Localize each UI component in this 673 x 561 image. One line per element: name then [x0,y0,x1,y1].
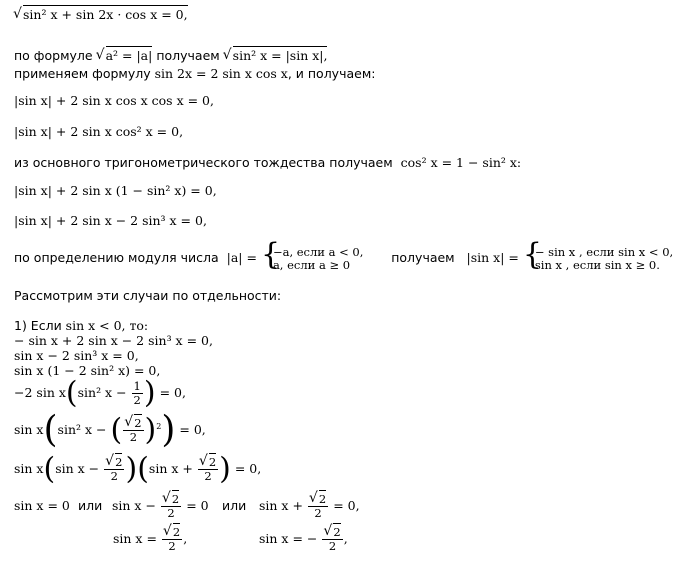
condition-sin-negative: sin x < 0, то: [65,318,149,333]
term-sin2x-minus: sin² x − [77,385,127,400]
factor-sinx: sin x [14,422,44,437]
cases-abs-a [261,246,363,272]
paren-open-inner: ( [110,412,123,448]
identity-line [14,155,521,171]
sqrt-sin-squared [224,48,328,64]
sqrt-symbol [14,7,188,23]
equals-zero: = 0, [179,422,206,437]
fraction-denominator: 2 [167,506,175,520]
fraction-denominator: 2 [314,506,322,520]
text-ili-2: или [222,498,247,513]
fraction-sqrt2-over-2 [123,417,143,444]
modulus-definition-line [14,243,673,273]
abs-a-equals: |a| = [226,250,257,265]
sqrt-radicand: 2 [115,455,123,469]
formula-abs-sin: sin² x = |sin x|, [232,48,328,63]
case-a-nonnegative: a, если a ≥ 0 [272,257,351,272]
fraction-denominator: 2 [168,539,176,553]
sqrt-radicand: 2 [171,492,180,506]
sqrt-symbol [125,417,141,430]
solution-sinx-negative [259,524,348,554]
paren-open: ( [65,375,78,411]
equation-original [14,7,188,23]
sinx-equals: sin x = [113,531,157,546]
text-esli: 1) Если [14,318,62,333]
text-poluchaem-2: получаем [391,250,455,265]
paren-close: ) [219,451,231,487]
case-sin-nonnegative: sin x , если sin x ≥ 0. [534,257,660,272]
result-sinx-zero [14,491,70,521]
text-i-poluchaem: , и получаем: [287,66,376,81]
equals-zero: = 0, [234,461,262,476]
equation-step-4: |sin x| + 2 sin x − 2 sin³ x = 0, [14,213,207,228]
case1-step-5 [14,410,206,451]
case1-condition [14,318,148,334]
fraction-sqrt2-over-2 [162,526,182,553]
case1-step-6 [14,452,261,487]
sqrt-symbol [106,456,122,469]
case1-step-1: − sin x + 2 sin x − 2 sin³ x = 0, [14,333,213,348]
term-sinx-minus: sin x − [112,498,156,513]
equals-zero: = 0, [159,385,186,400]
comma: , [183,531,188,546]
formula-double-angle-line [14,66,375,82]
abs-sin-equals: |sin x| = [466,250,519,265]
term-sinx-minus: sin x − [55,461,100,476]
factor-sinx: sin x [14,461,44,476]
case-a-negative: { −a, если a < 0, [272,244,364,259]
fraction-sqrt2-over-2 [308,493,328,520]
factor-minus-2sinx: −2 sin x [14,385,66,400]
solution-sinx-zero: sin x = 0 [14,498,70,513]
fraction-one-half [132,380,143,407]
paren-close: ) [161,409,176,451]
case-sin-negative: { − sin x , если sin x < 0, [534,244,673,259]
formula-sqrt-line [14,48,327,64]
cases-heading: Рассмотрим эти случаи по отдельности: [14,288,282,303]
equals-zero: = 0, [333,498,360,513]
formula-a-abs: a² = |a| [105,48,153,63]
text-identity: из основного тригонометрического тождества получаем [14,155,393,170]
case1-step-4 [14,375,186,411]
fraction-sqrt2-over-2 [104,456,124,483]
formula-identity: cos² x = 1 − sin² x: [400,155,522,170]
exponent-two: 2 [156,422,162,431]
text-primenyaem: применяем формулу [14,66,151,81]
sqrt-symbol [324,526,340,539]
fraction-denominator: 2 [133,393,141,407]
text-poluchaem: получаем [156,48,220,63]
case1-step-2: sin x − 2 sin³ x = 0, [14,348,139,363]
sqrt-symbol [163,493,179,506]
fraction-denominator: 2 [204,469,212,483]
sqrt-radicand: 2 [333,525,341,539]
sqrt-symbol [200,456,216,469]
sqrt-symbol [164,526,180,539]
fraction-denominator: 2 [110,469,118,483]
paren-close: ) [143,375,156,411]
sqrt-symbol [310,493,326,506]
term-sin2x-minus: sin² x − [57,422,107,437]
paren-open: ( [43,409,58,451]
fraction-sqrt2-over-2 [198,456,218,483]
paren-open: ( [43,451,56,487]
sinx-equals-minus: sin x = − [259,531,318,546]
sqrt-radicand: 2 [208,455,217,469]
formula-sin2x: sin 2x = 2 sin x cos x [154,66,288,81]
sqrt-radicand: 2 [172,525,181,539]
fraction-denominator: 2 [129,430,138,444]
text-ili-1: или [78,498,103,513]
comma: , [343,531,348,546]
term-sinx-plus: sin x + [259,498,303,513]
paren-close: ) [125,451,138,487]
solution-sinx-positive [113,524,187,554]
equation-original-text: sin² x + sin 2x · cos x = 0, [23,7,188,22]
sqrt-a-squared [97,48,153,64]
fraction-numerator: 1 [133,379,141,393]
result-sinx-plus [259,491,360,521]
equation-step-3: |sin x| + 2 sin x (1 − sin² x) = 0, [14,183,217,198]
fraction-sqrt2-over-2 [322,526,342,553]
fraction-denominator: 2 [328,539,337,553]
equals-zero: = 0 [186,498,209,513]
sqrt-radicand: 2 [318,492,327,506]
paren-open: ( [137,451,149,487]
cases-abs-sin [523,246,673,272]
paren-close-inner: ) [144,412,157,448]
text-po-formule: по формуле [14,48,93,63]
case1-step-3: sin x (1 − 2 sin² x) = 0, [14,363,161,378]
fraction-sqrt2-over-2 [161,493,181,520]
term-sinx-plus: sin x + [148,461,193,476]
sqrt-radicand: 2 [134,416,142,430]
result-sinx-minus [112,491,209,521]
equation-step-1: |sin x| + 2 sin x cos x cos x = 0, [14,93,214,108]
equation-step-2: |sin x| + 2 sin x cos² x = 0, [14,124,184,139]
text-modulus-def: по определению модуля числа [14,250,219,265]
